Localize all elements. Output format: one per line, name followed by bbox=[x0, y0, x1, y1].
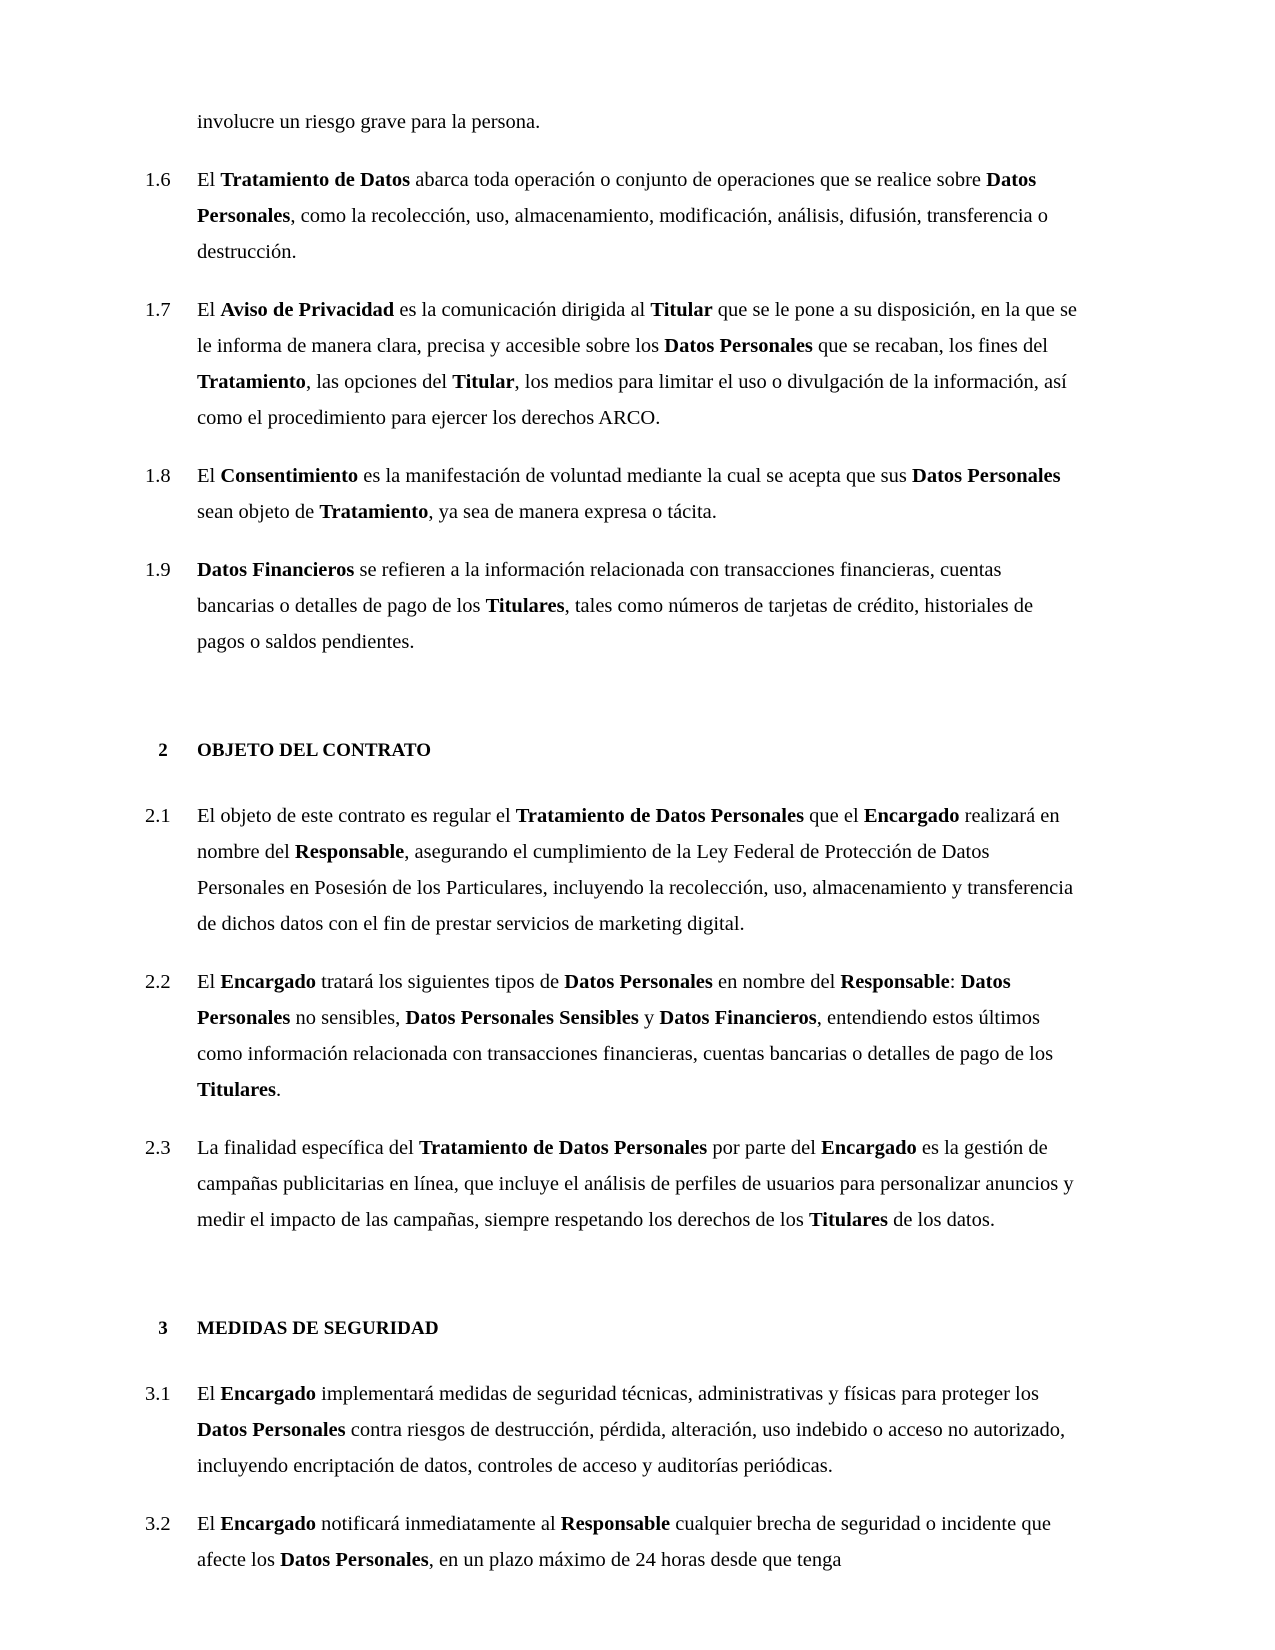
section-heading bbox=[145, 1312, 1080, 1346]
defined-term: Titulares bbox=[808, 1209, 888, 1231]
clause-text-run: notificará inmediatamente al bbox=[316, 1513, 561, 1535]
defined-term: Datos Financieros bbox=[659, 1007, 817, 1029]
clause-number: 3.1 bbox=[145, 1383, 171, 1405]
clause-item bbox=[145, 798, 1080, 942]
defined-term: Encargado bbox=[220, 971, 317, 993]
clause-number: 3.2 bbox=[145, 1513, 171, 1535]
clause-text-run: sean objeto de bbox=[197, 501, 320, 523]
clause-text-run: , ya sea de manera expresa o tácita. bbox=[428, 501, 717, 523]
defined-term: Encargado bbox=[220, 1513, 317, 1535]
clause-item bbox=[145, 1130, 1080, 1238]
clause-text-run: , como la recolección, uso, almacenamiento, modificación, análisis, difusión, transferencia o destrucción. bbox=[197, 205, 1049, 263]
clause-text bbox=[197, 1376, 1080, 1484]
clause-text-run: , tales como números de tarjetas de crédito, historiales de pagos o saldos pendientes. bbox=[197, 595, 1034, 653]
defined-term: Datos Personales Sensibles bbox=[405, 1007, 639, 1029]
clause-item bbox=[145, 964, 1080, 1108]
clause-text-run: abarca toda operación o conjunto de operaciones que se realice sobre bbox=[410, 169, 987, 191]
clause-text-run: implementará medidas de seguridad técnicas, administrativas y físicas para proteger los bbox=[316, 1383, 1039, 1405]
clause-text-run: en nombre del bbox=[712, 971, 841, 993]
clause-text bbox=[197, 798, 1080, 942]
clause-number: 1.6 bbox=[145, 169, 171, 191]
clause-number: 2.2 bbox=[145, 971, 171, 993]
defined-term: Datos Personales bbox=[197, 971, 1011, 1029]
clause-number: 2.3 bbox=[145, 1137, 171, 1159]
defined-term: Tratamiento de Datos bbox=[220, 169, 411, 191]
clause-item bbox=[145, 1506, 1080, 1578]
defined-term: Datos Personales bbox=[197, 169, 1037, 227]
clause-text-run: El bbox=[197, 299, 221, 321]
clause-text-run: que el bbox=[804, 805, 864, 827]
section-heading-number: 2 bbox=[158, 740, 168, 761]
document-content bbox=[145, 104, 1080, 1578]
clause-text-run: no sensibles, bbox=[290, 1007, 406, 1029]
clause-text-run: La finalidad específica del bbox=[197, 1137, 419, 1159]
clause-text-run: . bbox=[275, 1079, 282, 1101]
defined-term: Titulares bbox=[197, 1079, 276, 1101]
defined-term: Consentimiento bbox=[220, 465, 359, 487]
clause-text-run: que se recaban, los fines del bbox=[812, 335, 1048, 357]
clause-item bbox=[145, 458, 1080, 530]
clause-text-run: contra riesgos de destrucción, pérdida, alteración, uso indebido o acceso no autorizado, incluyendo encriptación de datos, controles de acceso y auditorías periódicas. bbox=[197, 1419, 1066, 1477]
section-heading bbox=[145, 734, 1080, 768]
clause-text-run: de los datos. bbox=[887, 1209, 995, 1231]
defined-term: Tratamiento bbox=[197, 371, 306, 393]
clause-text bbox=[197, 1506, 1080, 1578]
clause-text-run: El objeto de este contrato es regular el bbox=[197, 805, 516, 827]
clause-text-run: , asegurando el cumplimiento de la Ley Federal de Protección de Datos Personales en Posesión de los Particulares, incluyendo la recolección, uso, almacenamiento y transferencia de dichos datos con el fin de prestar servicios de marketing digital. bbox=[197, 841, 1074, 935]
defined-term: Titular bbox=[452, 371, 515, 393]
clause-text-run: El bbox=[197, 465, 221, 487]
clause-text-run: cualquier brecha de seguridad o incidente que afecte los bbox=[197, 1513, 1051, 1571]
clause-text-run: , entendiendo estos últimos como información relacionada con transacciones financieras, cuentas bancarias o detalles de pago de los bbox=[197, 1007, 1054, 1065]
clause-text-run: tratará los siguientes tipos de bbox=[316, 971, 565, 993]
clause-text bbox=[197, 552, 1080, 660]
clause-text-run: que se le pone a su disposición, en la que se le informa de manera clara, precisa y accesible sobre los bbox=[197, 299, 1078, 357]
defined-term: Tratamiento bbox=[319, 501, 429, 523]
clause-text bbox=[197, 1130, 1080, 1238]
clause-text-run: es la comunicación dirigida al bbox=[394, 299, 651, 321]
defined-term: Encargado bbox=[220, 1383, 317, 1405]
clause-text-run: , los medios para limitar el uso o divulgación de la información, así como el procedimiento para ejercer los derechos ARCO. bbox=[197, 371, 1067, 429]
clause-number: 1.8 bbox=[145, 465, 171, 487]
defined-term: Titulares bbox=[485, 595, 565, 617]
defined-term: Datos Personales bbox=[197, 1419, 346, 1441]
clause-text-run: , las opciones del bbox=[305, 371, 453, 393]
clause-text-run: , en un plazo máximo de 24 horas desde que tenga bbox=[428, 1549, 842, 1571]
clause-item bbox=[145, 292, 1080, 436]
defined-term: Datos Financieros bbox=[197, 559, 355, 581]
clause-text-run: y bbox=[638, 1007, 660, 1029]
clause-text-run: El bbox=[197, 169, 221, 191]
clause-text bbox=[197, 964, 1080, 1108]
clause-text-run: El bbox=[197, 1383, 221, 1405]
defined-term: Tratamiento de Datos Personales bbox=[515, 805, 805, 827]
clause-item bbox=[145, 1376, 1080, 1484]
clause-text-run: se refieren a la información relacionada con transacciones financieras, cuentas bancarias o detalles de pago de los bbox=[197, 559, 1002, 617]
clause-text bbox=[197, 458, 1080, 530]
clause-item bbox=[145, 552, 1080, 660]
defined-term: Encargado bbox=[821, 1137, 917, 1159]
defined-term: Responsable bbox=[560, 1513, 671, 1535]
defined-term: Datos Personales bbox=[912, 465, 1061, 487]
clause-text-run: : bbox=[949, 971, 961, 993]
section-heading-title: MEDIDAS DE SEGURIDAD bbox=[197, 1318, 439, 1339]
clause-text-run: El bbox=[197, 971, 221, 993]
clause-number: 2.1 bbox=[145, 805, 171, 827]
clause-text-run: por parte del bbox=[707, 1137, 822, 1159]
clause-text-run: es la manifestación de voluntad mediante la cual se acepta que sus bbox=[358, 465, 913, 487]
clause-item bbox=[145, 162, 1080, 270]
clause-text bbox=[197, 292, 1080, 436]
clause-text bbox=[197, 162, 1080, 270]
defined-term: Datos Personales bbox=[280, 1549, 429, 1571]
clause-text-run: El bbox=[197, 1513, 221, 1535]
defined-term: Responsable bbox=[840, 971, 950, 993]
clause-number: 1.9 bbox=[145, 559, 171, 581]
defined-term: Responsable bbox=[294, 841, 405, 863]
defined-term: Titular bbox=[650, 299, 713, 321]
carryover-paragraph: involucre un riesgo grave para la persona. bbox=[197, 111, 541, 133]
section-heading-title: OBJETO DEL CONTRATO bbox=[197, 740, 432, 761]
defined-term: Aviso de Privacidad bbox=[220, 299, 395, 321]
clause-text-run: es la gestión de campañas publicitarias en línea, que incluye el análisis de perfiles de usuarios para personalizar anuncios y medir el impacto de las campañas, siempre respetando los derechos de los bbox=[197, 1137, 1074, 1231]
clause-text-run: realizará en nombre del bbox=[197, 805, 1060, 863]
section-heading-number: 3 bbox=[158, 1318, 168, 1339]
clause-number: 1.7 bbox=[145, 299, 171, 321]
defined-term: Datos Personales bbox=[664, 335, 813, 357]
defined-term: Encargado bbox=[863, 805, 960, 827]
defined-term: Tratamiento de Datos Personales bbox=[418, 1137, 708, 1159]
clause-list bbox=[145, 162, 1080, 1578]
defined-term: Datos Personales bbox=[564, 971, 713, 993]
